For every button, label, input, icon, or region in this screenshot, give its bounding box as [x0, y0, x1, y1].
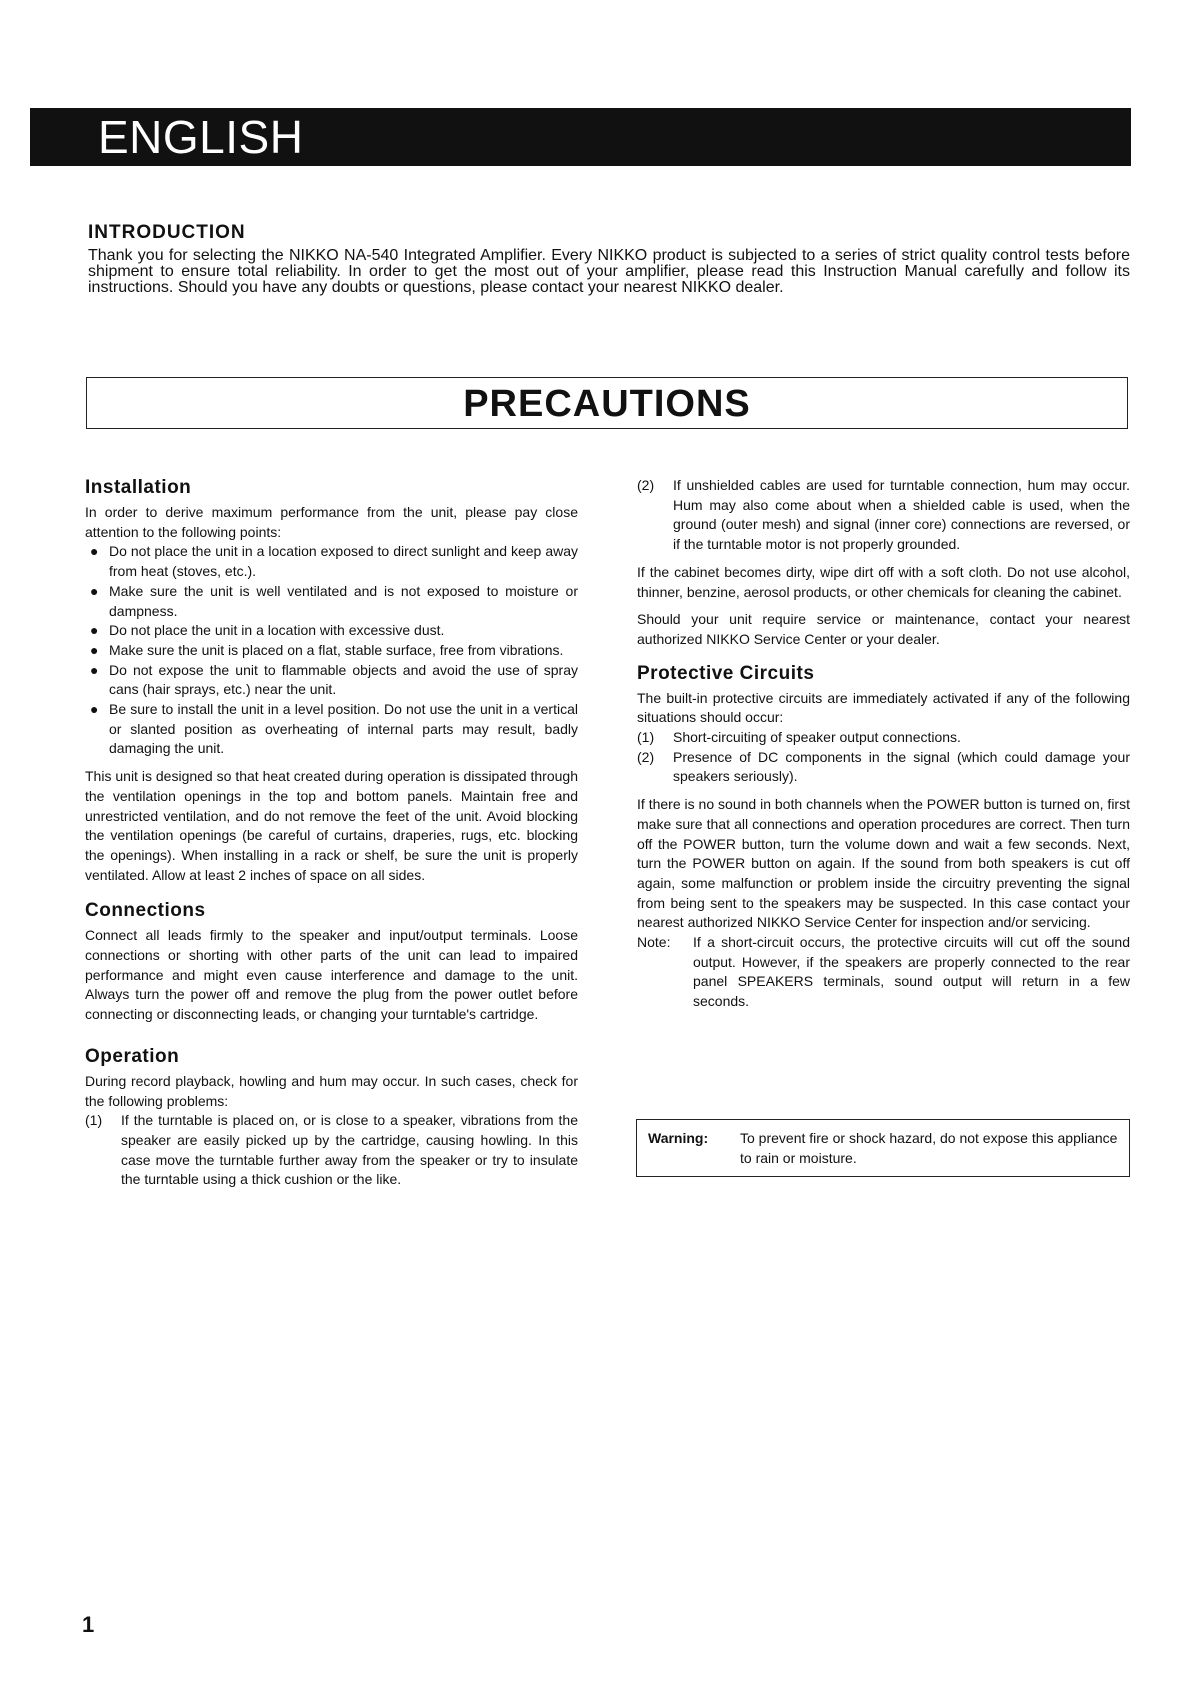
- warning-label: Warning:: [648, 1130, 709, 1146]
- cleaning-paragraph: If the cabinet becomes dirty, wipe dirt off with a soft cloth. Do not use alcohol, thinner, benzine, aerosol products, or other chemicals for cleaning the cabinet.: [637, 563, 1130, 600]
- precautions-title: PRECAUTIONS: [463, 383, 751, 425]
- list-item: ● Be sure to install the unit in a level position. Do not use the unit in a vertical or slanted position as overheating of internal parts may result, badly damaging the unit.: [90, 701, 578, 757]
- protective-list: [637, 728, 1130, 787]
- connections-text: Connect all leads firmly to the speaker and input/output terminals. Loose connections or shorting with other parts of the unit can lead to impaired performance and might even cause interference and damage to the unit. Always turn the power off and remove the plug from the power outlet before connecting or disconnecting leads, or changing your turntable's cartridge.: [85, 927, 578, 1023]
- protective-circuits-heading: Protective Circuits: [637, 662, 815, 684]
- service-paragraph: Should your unit require service or maintenance, contact your nearest authorized NIKKO Service Center or your dealer.: [637, 611, 1130, 647]
- bullet-icon: ●: [90, 543, 99, 560]
- warning-box: [636, 1119, 1130, 1177]
- bullet-icon: ●: [90, 622, 99, 639]
- page-number: 1: [82, 1612, 95, 1637]
- language-title: ENGLISH: [98, 111, 304, 163]
- note: [637, 933, 1130, 1012]
- precautions-title-box: [86, 377, 1128, 429]
- connections-heading: Connections: [85, 900, 206, 922]
- list-item: ● Do not expose the unit to flammable objects and avoid the use of spray cans (hair sprays, etc.) near the unit.: [90, 661, 578, 698]
- language-banner: [30, 108, 1131, 166]
- protective-intro: The built-in protective circuits are immediately activated if any of the following situations should occur:: [637, 689, 1130, 726]
- warning-text: To prevent fire or shock hazard, do not expose this appliance to rain or moisture.: [740, 1130, 1118, 1166]
- list-item: ● Do not place the unit in a location exposed to direct sunlight and keep away from heat (stoves, etc.).: [90, 543, 578, 580]
- bullet-icon: ●: [90, 661, 99, 678]
- note-text: If a short-circuit occurs, the protective circuits will cut off the sound output. However, if the speakers are properly connected to the rear panel SPEAKERS terminals, sound output will return in a few seconds.: [693, 934, 1130, 1010]
- list-item: (1) If the turntable is placed on, or is close to a speaker, vibrations from the speaker are easily picked up by the cartridge, causing howling. In this case move the turntable further away from the speaker or try to insulate the turntable using a thick cushion or the like.: [85, 1112, 578, 1188]
- list-item: ● Make sure the unit is well ventilated and is not exposed to moisture or dampness.: [90, 582, 578, 619]
- bullet-icon: ●: [90, 641, 99, 658]
- introduction-heading: INTRODUCTION: [88, 222, 246, 243]
- operation-heading: Operation: [85, 1045, 180, 1067]
- list-item: ● Do not place the unit in a location with excessive dust.: [85, 621, 578, 641]
- protective-text: If there is no sound in both channels when the POWER button is turned on, first make sure that all connections and operation procedures are correct. Then turn off the POWER button, turn the volume down and wait a few seconds. Next, turn the POWER button on again. If the sound from both speakers is cut off again, some malfunction or problem inside the circuitry preventing the signal from being sent to the speakers may be suspected. In this case contact your nearest authorized NIKKO Service Center for inspection and/or servicing.: [637, 796, 1130, 931]
- introduction-text: Thank you for selecting the NIKKO NA-540 Integrated Amplifier. Every NIKKO product is subjected to a series of strict quality control tests before shipment to ensure total reliability. In order to get the most out of your amplifier, please read this Instruction Manual carefully and follow its instructions. Should you have any doubts or questions, please contact your nearest NIKKO dealer.: [88, 247, 1130, 296]
- list-item: (2) Presence of DC components in the signal (which could damage your speakers seriously).: [637, 748, 1130, 785]
- list-item: (2) If unshielded cables are used for turntable connection, hum may occur. Hum may also come about when a shielded cable is used, when the ground (outer mesh) and signal (inner core) connections are reversed, or if the turntable motor is not properly grounded.: [637, 477, 1130, 553]
- list-item: ● Make sure the unit is placed on a flat, stable surface, free from vibrations.: [85, 641, 578, 661]
- note-label: Note:: [637, 934, 671, 951]
- left-column: [85, 476, 578, 1190]
- bullet-icon: ●: [90, 701, 99, 718]
- installation-bullet-list: [85, 542, 578, 759]
- operation-list-left: [85, 1111, 578, 1190]
- list-item: (1) Short-circuiting of speaker output connections.: [637, 729, 961, 746]
- ventilation-paragraph: This unit is designed so that heat created during operation is dissipated through the ventilation openings in the top and bottom panels. Maintain free and unrestricted ventilation, and do not remove the feet of the unit. Avoid blocking the ventilation openings (be careful of curtains, draperies, rugs, etc. blocking the openings). When installing in a rack or shelf, be sure the unit is properly ventilated. Allow at least 2 inches of space on all sides.: [85, 768, 578, 883]
- right-column: [637, 476, 1130, 1012]
- operation-intro: During record playback, howling and hum may occur. In such cases, check for the following problems:: [85, 1072, 578, 1109]
- installation-heading: Installation: [85, 477, 192, 498]
- installation-intro: In order to derive maximum performance from the unit, please pay close attention to the following points:: [85, 504, 578, 540]
- bullet-icon: ●: [90, 582, 99, 599]
- operation-list-right: [637, 476, 1130, 555]
